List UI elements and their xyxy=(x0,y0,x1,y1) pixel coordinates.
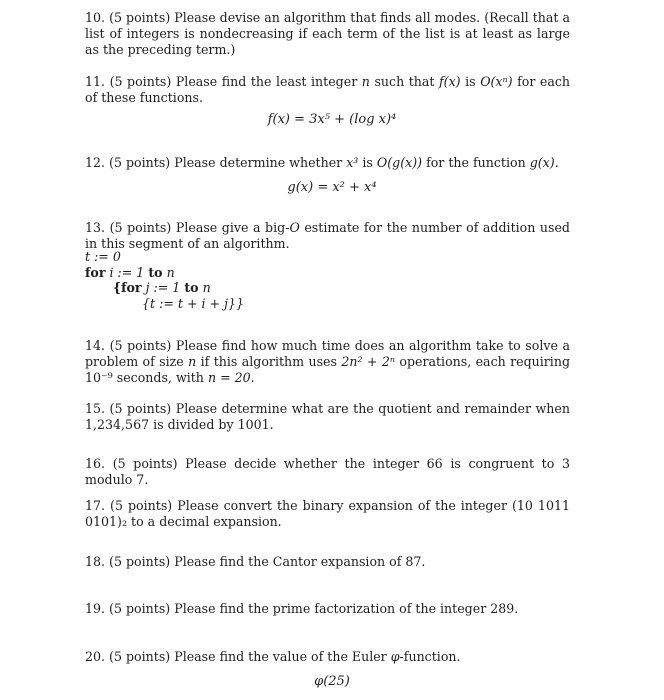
question-text: Please give a big- xyxy=(175,220,290,235)
math-big-o: O(g(x)) xyxy=(376,155,423,170)
math-big-o: O(xⁿ) xyxy=(480,74,513,89)
question-11 xyxy=(85,74,570,106)
question-text: Please find the least integer xyxy=(175,74,358,89)
math-expr: 10⁻⁹ xyxy=(85,370,113,385)
question-points: (5 points) xyxy=(109,155,171,170)
question-text: Please determine whether xyxy=(174,155,343,170)
math-n: n xyxy=(188,354,197,369)
question-12 xyxy=(85,155,570,171)
question-20 xyxy=(85,649,570,665)
question-text: Please determine what are the quotient and remainder when 1,234,567 is divided by 1001. xyxy=(85,401,570,432)
algo-line-4: {t := t + i + j}} xyxy=(142,295,245,311)
equation-12: g(x) = x² + x⁴ xyxy=(287,180,377,195)
question-points: (5 points) xyxy=(112,456,178,471)
question-text: Please find the Cantor expansion of 87. xyxy=(174,554,426,569)
question-number: 15. xyxy=(85,401,106,416)
question-text: operations, each requiring xyxy=(399,354,571,369)
question-points: (5 points) xyxy=(109,338,172,353)
question-number: 17. xyxy=(85,498,106,513)
question-number: 12. xyxy=(85,155,106,170)
question-text: for the function xyxy=(426,155,526,170)
question-points: (5 points) xyxy=(109,554,171,569)
question-text: to a decimal expansion. xyxy=(131,514,282,529)
question-number: 11. xyxy=(85,74,106,89)
math-expr: 2n² + 2ⁿ xyxy=(341,354,395,369)
question-18 xyxy=(85,554,570,570)
question-19 xyxy=(85,601,570,617)
question-text: for each of these functions. xyxy=(85,74,571,105)
algorithm-block xyxy=(85,249,244,311)
algo-expr: i := 1 xyxy=(109,264,145,280)
question-number: 19. xyxy=(85,601,106,616)
question-text: Please find how much time does an algorithm take to solve a problem of size xyxy=(85,338,570,369)
algo-expr: j := 1 xyxy=(145,280,181,295)
math-expr: (10 1011 0101)₂ xyxy=(85,498,570,529)
question-16 xyxy=(85,456,570,488)
math-phi: φ xyxy=(390,649,400,664)
math-big-o: O xyxy=(289,220,300,235)
question-13 xyxy=(85,220,570,252)
algo-line-2 xyxy=(85,265,244,281)
question-14 xyxy=(85,338,570,386)
question-text: Please find the value of the Euler xyxy=(174,649,387,664)
keyword-to: to xyxy=(184,280,199,295)
algo-expr: n xyxy=(166,264,175,280)
keyword-to: to xyxy=(148,264,163,280)
question-text: estimate for the number of addition used in this segment of an algorithm. xyxy=(85,220,570,251)
equation-20: φ(25) xyxy=(314,674,350,689)
equation-11: f(x) = 3x⁵ + (log x)⁴ xyxy=(267,112,397,127)
question-number: 13. xyxy=(85,220,106,235)
question-text: Please devise an algorithm that finds all modes. (Recall that a list of integers is nondecreasing if each term of the list is at least as large as the preceding term.) xyxy=(85,10,570,57)
question-points: (5 points) xyxy=(109,601,171,616)
question-text: is xyxy=(465,74,476,89)
question-text: Please decide whether the integer 66 is congruent to 3 modulo 7. xyxy=(85,456,570,487)
question-number: 20. xyxy=(85,649,106,664)
keyword-for: {for xyxy=(113,280,142,295)
question-text: such that xyxy=(374,74,435,89)
question-15 xyxy=(85,401,570,433)
algo-line-1: t := 0 xyxy=(85,249,121,264)
math-gx: g(x). xyxy=(529,155,559,170)
question-number: 18. xyxy=(85,554,106,569)
question-17 xyxy=(85,498,570,530)
math-fx: f(x) xyxy=(439,74,461,89)
algo-line-3 xyxy=(85,280,244,296)
math-expr: n = 20. xyxy=(207,370,255,385)
question-points: (5 points) xyxy=(109,401,172,416)
question-points: (5 points) xyxy=(109,649,171,664)
question-text: Please convert the binary expansion of the integer xyxy=(177,498,507,513)
math-x3: x³ xyxy=(346,155,359,170)
question-points: (5 points) xyxy=(109,220,172,235)
question-points: (5 points) xyxy=(110,498,173,513)
question-text: if this algorithm uses xyxy=(200,354,337,369)
question-points: (5 points) xyxy=(109,74,172,89)
question-number: 14. xyxy=(85,338,106,353)
question-number: 16. xyxy=(85,456,106,471)
question-number: 10. xyxy=(85,10,106,25)
algo-expr: n xyxy=(202,280,211,295)
question-text: seconds, with xyxy=(116,370,204,385)
question-points: (5 points) xyxy=(109,10,171,25)
question-text: is xyxy=(362,155,373,170)
keyword-for: for xyxy=(85,264,106,280)
question-text: -function. xyxy=(399,649,461,664)
question-10 xyxy=(85,10,570,58)
math-n: n xyxy=(361,74,370,89)
question-text: Please find the prime factorization of the integer 289. xyxy=(174,601,519,616)
